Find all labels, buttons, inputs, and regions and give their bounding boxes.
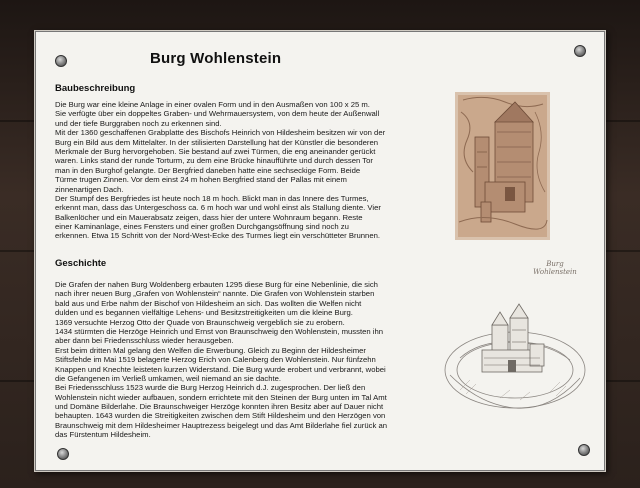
text-line: Die Burg war eine kleine Anlage in einer ovalen Form und in den Ausmaßen von 100 x 25 m. — [55, 100, 370, 109]
text-line: Türme trugen Zinnen. Vor dem einst 24 m hohen Bergfried stand der Pallas mit einem — [55, 175, 347, 185]
grave-slab-relief — [455, 92, 550, 240]
text-line: Mit der 1360 geschaffenen Grabplatte des Bischofs Heinrich von Hildesheim besitzen wir von der — [55, 128, 386, 138]
section-text-geschichte — [55, 280, 387, 440]
section-heading-baubeschreibung: Baubeschreibung — [55, 83, 136, 94]
text-line: erkennen. Etwa 15 Schritt von der Nord-West-Ecke des Turmes liegt ein verschütteter Brunnen. — [55, 231, 381, 241]
text-line: und der tiefe Burggraben noch zu erkennen sind. — [55, 118, 222, 128]
screw-icon — [57, 448, 69, 460]
text-line: dulden und es begannen vielfältige Lehens- und Besitzstreitigkeiten um die kleine Burg. — [55, 308, 353, 318]
text-line: waren. Links stand der runde Torturm, zu dem eine Brücke hinaufführte und durch dessen Tor — [55, 156, 373, 166]
text-line: Der Stumpf des Bergfriedes ist heute noch 18 m hoch. Blickt man in das Innere des Turmes, — [55, 193, 369, 203]
text-line: erkennt man, dass das Untergeschoss ca. 6 m hoch war und wohl einst als Stallung diente. Vier — [55, 203, 381, 213]
screw-icon — [55, 55, 67, 67]
text-line: Knappen und Knechte leisteten kurzen Widerstand. Die Burg wurde erobert und verbrannt, wobei — [55, 364, 386, 374]
text-line: man in den Burghof gelangte. Der Bergfried daneben hatte eine sechseckige Form. Beide — [55, 165, 361, 175]
section-heading-geschichte: Geschichte — [55, 258, 107, 269]
text-line: das Fürstentum Hildesheim. — [55, 430, 151, 440]
text-line: einer Kaminanlage, eines Fensters und einer großen Durchgangsöffnung sind noch zu — [55, 222, 349, 232]
text-line: die Gefangenen im Verließ umkamen, weil niemand an sie dachte. — [55, 373, 282, 383]
text-line: 1434 stürmten die Herzöge Heinrich und Ernst von Braunschweig den Wohlenstein, mussten ihn — [55, 326, 384, 336]
text-line: Stiftsfehde im Mai 1519 belagerte Herzog Erich von Calenberg den Wohlenstein. Nur fünfzehn — [55, 355, 376, 365]
caption-line: Wohlenstein — [533, 268, 577, 276]
text-line: und Domäne Bilderlahe. Die Braunschweiger Herzöge konnten ihren Besitz aber auf Dauer nicht — [55, 402, 384, 412]
text-line: Bei Friedensschluss 1523 wurde die Burg Herzog Heinrich d.J. zugesprochen. Der ließ den — [55, 383, 366, 393]
text-line: Wohlenstein nicht wieder aufbauen, sondern errichtete mit den Steinen der Burg unten im Tal Amt — [55, 392, 387, 402]
text-line: Merkmale der Burg hervorgehoben. Sie bestand auf zwei Türmen, die eng aneinander gerückt — [55, 146, 376, 156]
text-line: Braunschweig mit dem Hildesheimer Hauptrezess beigelegt und das Amt Bilderlahe fiel zurück an — [55, 420, 388, 430]
text-line: behaupten. 1643 wurden die Streitigkeiten zwischen dem Stift Hildesheim und den Herzögen von — [55, 411, 386, 421]
text-line: Erst beim dritten Mal gelang den Welfen die Erwerbung. Gleich zu Beginn der Hildesheimer — [55, 345, 366, 355]
caption-line: Burg — [546, 260, 564, 268]
text-line: aber dann bei Friedensschluss wieder herausgeben. — [55, 336, 234, 346]
text-line: Sie verfügte über ein doppeltes Graben- und Wehrmauersystem, von dem heute der Außenwall — [55, 109, 380, 119]
castle-sketch — [440, 300, 590, 418]
text-line: Burg ein Bild aus dem Mittelalter. In der stilisierten Darstellung hat der Künstler die besonderen — [55, 137, 379, 147]
text-line: nach ihrer neuen Burg „Grafen von Wohlenstein“ nannte. Die Grafen von Wohlenstein starben — [55, 289, 375, 299]
section-text-baubeschreibung — [55, 100, 385, 241]
screw-icon — [578, 444, 590, 456]
illustration-caption — [520, 260, 590, 276]
text-line: bald aus und Erbe nahm der Bischof von Hildesheim an sich. Das wollten die Welfen nicht — [55, 298, 362, 308]
text-line: Die Grafen der nahen Burg Woldenberg erbauten 1295 diese Burg für eine Nebenlinie, die sich — [55, 280, 378, 289]
text-line: 1369 versuchte Herzog Otto der Quade von Braunschweig vergeblich sie zu erobern. — [55, 317, 345, 327]
text-line: Balkenlöcher und ein Mauerabsatz zeigen, dass hier der untere Wohnraum begann. Reste — [55, 212, 363, 222]
screw-icon — [574, 45, 586, 57]
text-line: zinnenartigen Dach. — [55, 184, 124, 194]
page-title: Burg Wohlenstein — [150, 50, 282, 67]
